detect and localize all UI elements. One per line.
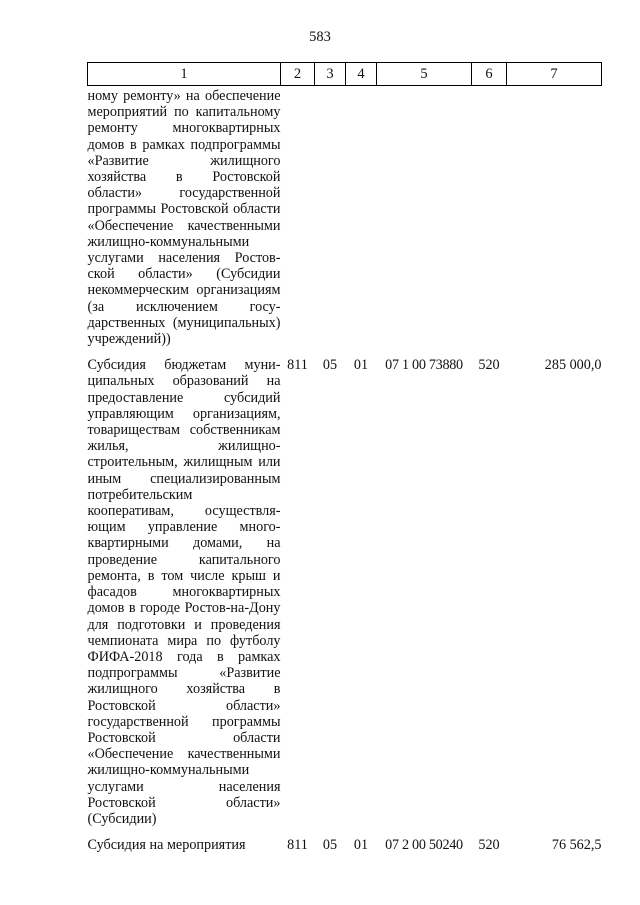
- target-article-code: [377, 86, 472, 348]
- ministry-code: 811: [287, 837, 308, 854]
- target-article-code: 07 2 00 50240: [385, 837, 463, 854]
- section-code: [315, 86, 346, 348]
- row-description: Субсидия на мероприятия: [87, 837, 246, 854]
- subsection-code: 01: [353, 357, 369, 374]
- amount-value: 285 000,0: [544, 357, 602, 374]
- expense-type-code: [472, 86, 507, 348]
- target-article-code: 07 1 00 73880: [385, 357, 463, 374]
- budget-table: [87, 62, 602, 853]
- row-description: ному ремонту» на обеспечение мероприятий по капитальному ремонту многоквартирных домов в рамках подпрограммы «Развитие жилищного хозяйства в Ростовской области» государственной программы Ростовской области «Обеспечение качественными жилищно-коммунальными услугами населения Ростовской области» (Субсидии некоммерческим организациям (за исключением государственных (муниципальных) учреждений)): [87, 88, 281, 348]
- row-description: Субсидия бюджетам муниципальных образований на предоставление субсидий управляющим организациям, товариществам собственникам жилья, жилищно-строительным, жилищным или иным специализированным потребительским кооперативам, осуществляющим управление многоквартирными домами, на проведение капитального ремонта, в том числе крыш и фасадов многоквартирных домов в городе Ростов-на-Дону для подготовки и проведения чемпионата мира по футболу ФИФА-2018 года в рамках подпрограммы «Развитие жилищного хозяйства в Ростовской области» государственной программы Ростовской области «Обеспечение качественными жилищно-коммунальными услугами населения Ростовской области» (Субсидии): [87, 357, 281, 827]
- expense-type-code: 520: [478, 837, 500, 854]
- table-row: [88, 86, 602, 348]
- subsection-code: [346, 86, 377, 348]
- header-row: [88, 63, 602, 86]
- column-header: 1: [88, 63, 281, 86]
- column-header: 3: [315, 63, 346, 86]
- section-code: 05: [322, 357, 338, 374]
- amount-value: [507, 86, 602, 348]
- subsection-code: 01: [353, 837, 369, 854]
- page-number: 583: [309, 29, 331, 45]
- column-header: 4: [346, 63, 377, 86]
- column-header: 7: [507, 63, 602, 86]
- ministry-code: 811: [287, 357, 308, 374]
- ministry-code: [281, 86, 315, 348]
- table-row: [88, 827, 602, 853]
- table-row: [88, 347, 602, 827]
- amount-value: 76 562,5: [551, 837, 602, 854]
- expense-type-code: 520: [478, 357, 500, 374]
- column-header: 2: [281, 63, 315, 86]
- section-code: 05: [322, 837, 338, 854]
- column-header: 5: [377, 63, 472, 86]
- column-header: 6: [472, 63, 507, 86]
